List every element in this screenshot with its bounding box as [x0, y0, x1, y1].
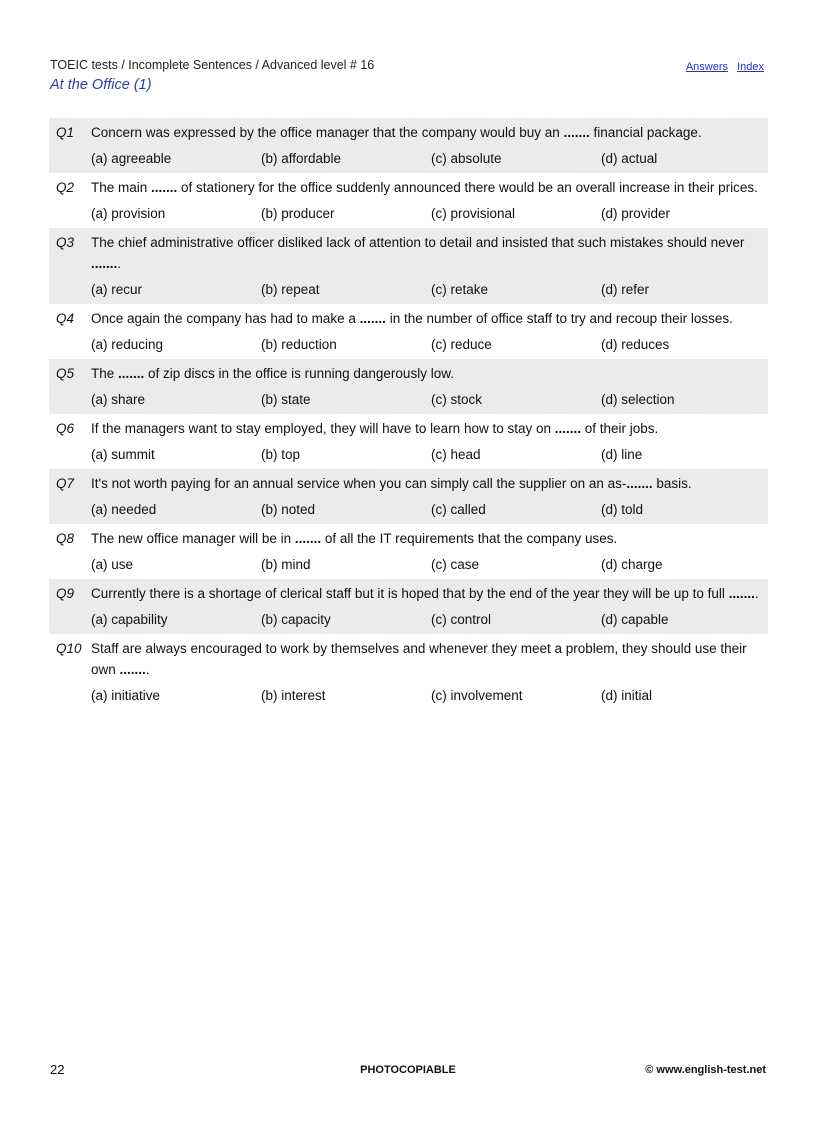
answer-option: (a) reducing	[91, 337, 164, 352]
question-sentence	[91, 583, 771, 604]
question-number: Q10	[56, 641, 82, 656]
question-sentence	[91, 418, 771, 439]
answer-options	[91, 499, 771, 520]
sentence-end: of all the IT requirements that the company uses.	[321, 531, 618, 546]
question-item	[49, 118, 768, 173]
sentence-end: .	[754, 586, 759, 601]
answer-option: (b) state	[261, 392, 311, 407]
question-item	[49, 579, 768, 634]
footer-photocopiable: PHOTOCOPIABLE	[360, 1064, 456, 1076]
question-item	[49, 524, 768, 579]
answer-option: (c) control	[431, 612, 492, 627]
question-item	[49, 228, 768, 304]
answer-option: (c) absolute	[431, 151, 502, 166]
answer-options	[91, 203, 771, 224]
sentence-end: financial package.	[589, 125, 702, 140]
question-item	[49, 469, 768, 524]
answer-options	[91, 444, 771, 465]
answer-option: (c) involvement	[431, 688, 523, 703]
blank-gap: .......	[294, 531, 322, 546]
answer-option: (d) line	[601, 447, 643, 462]
answer-option: (b) top	[261, 447, 301, 462]
question-item	[49, 359, 768, 414]
question-body	[91, 583, 777, 630]
answer-options	[91, 279, 771, 300]
sentence-start: The	[91, 366, 119, 381]
question-sentence	[91, 638, 771, 680]
answer-option: (a) summit	[91, 447, 155, 462]
question-body	[91, 308, 777, 355]
answer-option: (a) capability	[91, 612, 168, 627]
sentence-start: The new office manager will be in	[91, 531, 295, 546]
answer-option: (d) initial	[601, 688, 653, 703]
answer-option: (c) reduce	[431, 337, 492, 352]
question-item	[49, 304, 768, 359]
sentence-end: .	[145, 662, 150, 677]
question-number: Q8	[56, 531, 75, 546]
answer-option: (a) needed	[91, 502, 157, 517]
answer-option: (b) mind	[261, 557, 311, 572]
question-sentence	[91, 232, 771, 274]
sentence-start: Concern was expressed by the office manager that the company would buy an	[91, 125, 564, 140]
question-number: Q9	[56, 586, 75, 601]
sentence-start: It's not worth paying for an annual service when you can simply call the supplier on an as-	[91, 476, 627, 491]
answer-option: (a) initiative	[91, 688, 161, 703]
answer-option: (c) called	[431, 502, 486, 517]
answers-link[interactable]: Answers	[685, 61, 729, 73]
sentence-end: of zip discs in the office is running dangerously low.	[144, 366, 454, 381]
question-sentence	[91, 473, 771, 494]
question-body	[91, 473, 777, 520]
answer-option: (c) retake	[431, 282, 489, 297]
footer-copyright: © www.english-test.net	[645, 1064, 766, 1076]
sentence-start: If the managers want to stay employed, they will have to learn how to stay on	[91, 421, 555, 436]
question-number: Q2	[56, 180, 75, 195]
sentence-end: of stationery for the office suddenly announced there would be an overall increase in their prices.	[177, 180, 758, 195]
sentence-end: of their jobs.	[581, 421, 659, 436]
blank-gap: .......	[119, 662, 146, 677]
blank-gap: .......	[563, 125, 590, 140]
answer-option: (d) told	[601, 502, 644, 517]
sentence-start: Staff are always encouraged to work by themselves and whenever they meet a problem, they should use their own	[91, 641, 747, 677]
question-number: Q7	[56, 476, 75, 491]
sentence-end: basis.	[652, 476, 692, 491]
header-links	[680, 61, 764, 73]
answer-option: (b) noted	[261, 502, 316, 517]
answer-option: (b) affordable	[261, 151, 342, 166]
question-body	[91, 638, 777, 706]
answer-options	[91, 609, 771, 630]
question-body	[91, 528, 777, 575]
answer-options	[91, 554, 771, 575]
sentence-end: .	[117, 256, 122, 271]
question-item	[49, 414, 768, 469]
answer-option: (a) provision	[91, 206, 166, 221]
answer-option: (d) actual	[601, 151, 658, 166]
sentence-start: Once again the company has had to make a	[91, 311, 360, 326]
answer-option: (d) selection	[601, 392, 675, 407]
blank-gap: .......	[554, 421, 582, 436]
question-number: Q5	[56, 366, 75, 381]
question-body	[91, 232, 777, 300]
answer-options	[91, 685, 771, 706]
answer-option: (a) share	[91, 392, 146, 407]
answer-option: (c) case	[431, 557, 480, 572]
question-sentence	[91, 177, 771, 198]
answer-option: (c) head	[431, 447, 481, 462]
blank-gap: .......	[91, 256, 118, 271]
answer-options	[91, 389, 771, 410]
answer-option: (a) recur	[91, 282, 143, 297]
blank-gap: .......	[118, 366, 145, 381]
index-link[interactable]: Index	[737, 61, 764, 73]
question-item	[49, 634, 768, 710]
answer-option: (a) use	[91, 557, 134, 572]
sentence-start: The chief administrative officer disliked lack of attention to detail and insisted that such mistakes should never	[91, 235, 745, 250]
question-sentence	[91, 528, 771, 549]
section-subtitle: At the Office (1)	[50, 77, 152, 93]
blank-gap: .......	[359, 311, 386, 326]
answer-options	[91, 334, 771, 355]
sentence-start: Currently there is a shortage of clerical staff but it is hoped that by the end of the year they will be up to full	[91, 586, 729, 601]
blank-gap: .......	[626, 476, 653, 491]
answer-option: (b) reduction	[261, 337, 337, 352]
answer-option: (a) agreeable	[91, 151, 172, 166]
question-body	[91, 177, 777, 224]
blank-gap: .......	[151, 180, 178, 195]
answer-option: (d) charge	[601, 557, 663, 572]
sentence-start: The main	[91, 180, 152, 195]
question-body	[91, 122, 777, 169]
question-number: Q6	[56, 421, 75, 436]
question-body	[91, 363, 777, 410]
question-body	[91, 418, 777, 465]
question-number: Q3	[56, 235, 75, 250]
answer-options	[91, 148, 771, 169]
question-number: Q1	[56, 125, 75, 140]
page-title: TOEIC tests / Incomplete Sentences / Advanced level # 16	[50, 58, 375, 72]
answer-option: (c) stock	[431, 392, 483, 407]
blank-gap: .......	[728, 586, 755, 601]
question-sentence	[91, 363, 771, 384]
question-sentence	[91, 308, 771, 329]
answer-option: (c) provisional	[431, 206, 516, 221]
question-list	[49, 118, 768, 710]
question-number: Q4	[56, 311, 75, 326]
answer-option: (b) interest	[261, 688, 326, 703]
answer-option: (d) capable	[601, 612, 669, 627]
sentence-end: in the number of office staff to try and recoup their losses.	[385, 311, 733, 326]
question-item	[49, 173, 768, 228]
answer-option: (d) provider	[601, 206, 671, 221]
question-sentence	[91, 122, 771, 143]
answer-option: (b) repeat	[261, 282, 320, 297]
answer-option: (b) capacity	[261, 612, 331, 627]
answer-option: (b) producer	[261, 206, 335, 221]
page-number: 22	[50, 1062, 65, 1077]
answer-option: (d) refer	[601, 282, 650, 297]
answer-option: (d) reduces	[601, 337, 670, 352]
